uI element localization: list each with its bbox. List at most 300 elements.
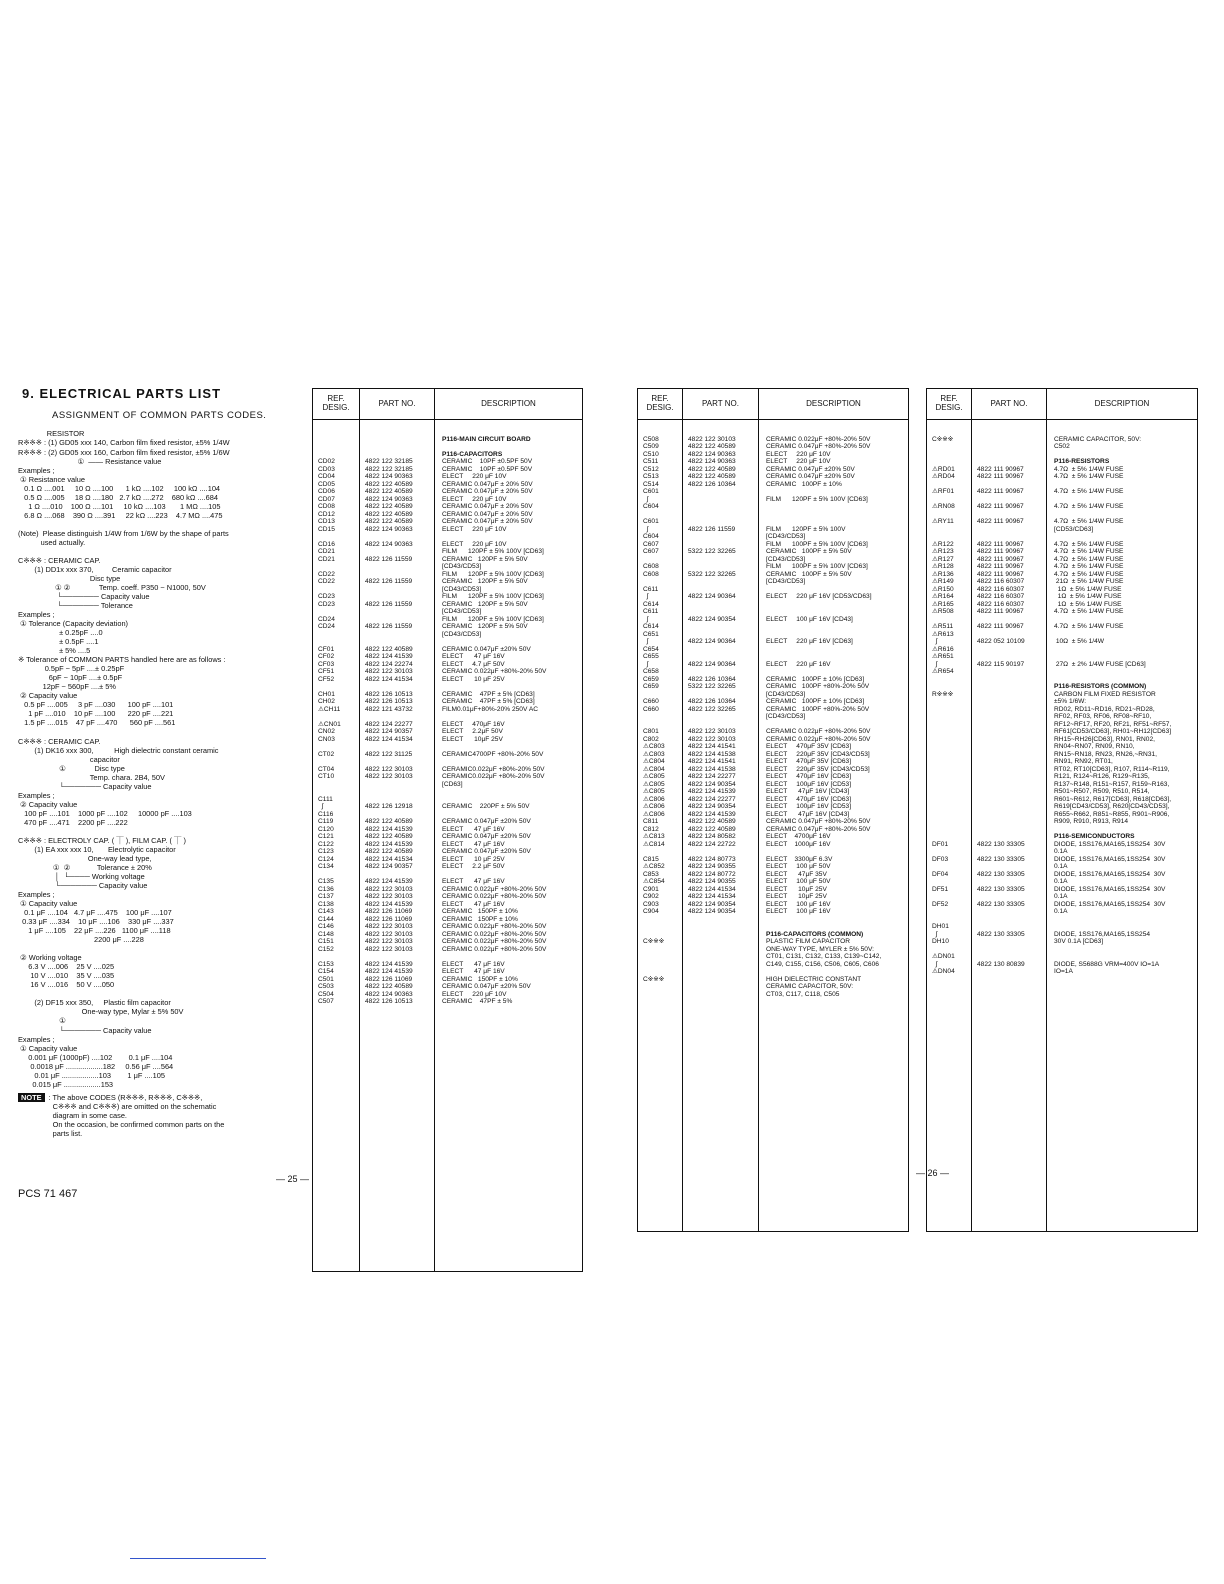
description: CERAMIC0.022μF +80%-20% 50V (442, 765, 545, 773)
description: CERAMIC 47PF ± 5% [CD63] (442, 690, 535, 698)
part-number: 4822 122 40589 (688, 818, 736, 825)
part-number (972, 713, 1047, 721)
description (1047, 451, 1197, 459)
description: CARBON FILM FIXED RESISTOR (1054, 690, 1156, 698)
description: 4.7Ω ± 5% 1/4W FUSE (1054, 570, 1124, 578)
table-row (638, 863, 908, 871)
table-row (927, 811, 1197, 819)
table-row (313, 736, 582, 744)
description: [CD43/CD53] (766, 533, 806, 540)
ref-desig: C120 (318, 825, 334, 833)
table-row (927, 961, 1197, 969)
ref-desig: ⚠R613 (932, 630, 954, 638)
table-row (313, 706, 582, 714)
description: ELECT 220 μF 10V (766, 458, 831, 465)
table-row (638, 743, 908, 751)
description: CERAMIC 0.047μF ±20% 50V (442, 833, 531, 840)
part-number: 4822 122 40589 (365, 818, 413, 825)
part-number (972, 736, 1047, 744)
ref-desig: ⚠R123 (932, 548, 954, 555)
ref-desig: ⚠CN01 (318, 720, 341, 728)
part-number (972, 848, 1047, 856)
table-row (313, 578, 582, 586)
description (759, 623, 908, 631)
table-row (927, 488, 1197, 496)
part-number (972, 743, 1047, 751)
description: CERAMIC 0.022μF +80%-20% 50V (442, 945, 547, 953)
part-number (360, 548, 435, 556)
table-row (927, 863, 1197, 871)
description: RD02, RD11~RD16, RD21~RD28, (1054, 705, 1155, 713)
part-number (972, 878, 1047, 886)
part-number (972, 751, 1047, 759)
part-number (683, 968, 759, 976)
table-row (638, 638, 908, 646)
ref-desig: C※※※ (932, 435, 954, 443)
table-row (638, 758, 908, 766)
part-number (972, 436, 1047, 444)
description: RH15~RH26[CD63], RN01, RN02, (1054, 735, 1155, 743)
table-row (638, 541, 908, 549)
ref-desig: C121 (318, 833, 334, 840)
table-row (638, 488, 908, 496)
ref-desig: CD12 (318, 510, 335, 518)
ref-desig: C501 (318, 975, 334, 983)
part-number (683, 541, 759, 549)
table-row (927, 473, 1197, 481)
description: ELECT 47 μF 16V (442, 825, 505, 833)
description: 0.1A (1054, 863, 1068, 870)
part-number: 4822 122 40589 (365, 833, 413, 840)
ref-desig: DF52 (932, 900, 949, 908)
ref-desig: ⚠C854 (643, 878, 665, 885)
part-number (360, 593, 435, 601)
part-number: 4822 124 41539 (365, 825, 413, 833)
description: R601~R612, R617[CD63], R618[CD63], (1054, 795, 1172, 803)
description: 27Ω ± 2% 1/4W FUSE [CD63] (1054, 660, 1146, 668)
part-number: 4822 130 33305 (977, 855, 1025, 863)
part-number (360, 571, 435, 579)
table-row (638, 706, 908, 714)
description: ELECT 470μF 35V [CD63] (766, 743, 852, 750)
part-number (360, 871, 435, 879)
description: RN04~RN07, RN09, RN10, (1054, 743, 1135, 750)
part-number: 5322 122 32265 (688, 548, 736, 555)
ref-desig: C608 (643, 563, 659, 570)
ref-desig: CD08 (318, 503, 335, 510)
table-row (313, 443, 582, 451)
part-number: 4822 124 90354 (688, 900, 736, 908)
ref-desig: CD23 (318, 593, 335, 600)
part-number: 4822 124 41534 (365, 735, 413, 743)
table-row (638, 578, 908, 586)
table-row (927, 908, 1197, 916)
part-number: 4822 126 10513 (365, 998, 413, 1005)
part-number: 4822 122 30103 (688, 728, 736, 735)
ref-desig (927, 706, 972, 714)
part-number (972, 721, 1047, 729)
ref-desig: C123 (318, 848, 334, 855)
part-number (972, 631, 1047, 639)
table-row (313, 586, 582, 594)
ref-desig: C116 (318, 810, 334, 818)
part-number: 4822 130 33305 (977, 885, 1025, 893)
description: CERAMIC 0.047μF ± 20% 50V (442, 488, 533, 495)
part-number (683, 428, 759, 436)
description: RF12~RF17, RF20, RF21, RF51~RF57, (1054, 720, 1172, 728)
table-row (313, 533, 582, 541)
ref-desig (313, 451, 360, 459)
ref-desig: ⚠RF01 (932, 488, 955, 495)
description: ELECT 47 μF 16V (442, 900, 505, 908)
ref-desig: C137 (318, 893, 334, 900)
ref-desig: C143 (318, 908, 334, 915)
description: CERAMIC 0.022μF +80%-20% 50V (766, 435, 871, 443)
part-number: 4822 124 41539 (365, 968, 413, 975)
description: CERAMIC 120PF ± 5% 50V (442, 555, 528, 563)
description: ELECT 220 μF 16V [CD53/CD63] (766, 593, 872, 600)
ref-desig: ⚠C814 (643, 840, 665, 848)
table-row (313, 878, 582, 886)
table-row (638, 473, 908, 481)
description: 0.1A (1054, 878, 1068, 885)
ref-desig: ⚠C852 (643, 863, 665, 870)
ref-desig: ∫ (643, 660, 649, 668)
ref-desig: C655 (643, 653, 659, 660)
part-number (683, 923, 759, 931)
description (1047, 953, 1197, 961)
part-number (360, 631, 435, 639)
ref-desig (313, 953, 360, 961)
ref-desig: C660 (643, 705, 659, 713)
part-number: 4822 122 30103 (365, 945, 413, 953)
ref-desig (313, 563, 360, 571)
description: CERAMIC 0.047μF ± 20% 50V (442, 480, 533, 488)
part-number: 4822 122 40589 (365, 503, 413, 510)
ref-desig: C※※※ (643, 938, 665, 945)
table-row (927, 728, 1197, 736)
part-number: 4822 126 11559 (365, 600, 413, 608)
part-number: 4822 122 30103 (365, 893, 413, 900)
table-body (313, 420, 582, 1271)
column-divider (1046, 420, 1047, 1231)
part-number: 4822 116 60307 (977, 593, 1025, 600)
part-number (360, 586, 435, 594)
table-row (927, 773, 1197, 781)
description: R655~R662, R851~R855, R901~R906, (1054, 810, 1170, 818)
table-row (927, 953, 1197, 961)
description (435, 811, 582, 819)
header-ref-desig: REF. DESIG. (646, 394, 674, 412)
table-row (927, 698, 1197, 706)
part-number (972, 766, 1047, 774)
part-number (972, 946, 1047, 954)
part-number: 4822 122 40589 (365, 848, 413, 855)
description: FILM 100PF ± 5% 100V [CD63] (766, 540, 868, 548)
part-number: 4822 126 10364 (688, 480, 736, 488)
table-row (927, 556, 1197, 564)
ref-desig (638, 511, 683, 519)
table-row (313, 773, 582, 781)
part-number: 4822 124 90357 (365, 863, 413, 870)
part-number: 4822 124 41539 (365, 960, 413, 968)
ref-desig: CD13 (318, 518, 335, 525)
table-row (927, 706, 1197, 714)
table-row (313, 623, 582, 631)
ref-desig: C651 (643, 630, 659, 638)
description (1047, 428, 1197, 436)
description: CERAMIC 47PF ± 5% (442, 998, 513, 1005)
description: P116-MAIN CIRCUIT BOARD (442, 435, 531, 443)
part-number: 4822 124 80773 (688, 855, 736, 863)
ref-desig (638, 848, 683, 856)
description: CERAMIC 0.047μF +80%-20% 50V (766, 443, 871, 450)
table-row (927, 578, 1197, 586)
description: 4.7Ω ± 5% 1/4W FUSE (1054, 555, 1124, 563)
table-row (638, 451, 908, 459)
table-row (313, 563, 582, 571)
table-row (638, 856, 908, 864)
description: FILM0.01μF+80%-20% 250V AC (442, 705, 538, 713)
ref-desig: C119 (318, 818, 334, 825)
table-row (638, 676, 908, 684)
description: FILM 120PF ± 5% 100V (766, 525, 846, 533)
ref-desig: ⚠C805 (643, 780, 665, 788)
part-number (360, 811, 435, 819)
ref-desig: C122 (318, 840, 334, 848)
description: ELECT 220μF 35V [CD43/CD53] (766, 765, 870, 773)
description: ELECT 220 μF 10V (442, 990, 507, 998)
ref-desig: C811 (643, 818, 659, 825)
ref-desig: ∫ (318, 803, 324, 810)
part-number (972, 803, 1047, 811)
description: ELECT 220 μF 10V (442, 495, 507, 503)
description (1047, 631, 1197, 639)
description (759, 668, 908, 676)
part-number: 5322 122 32265 (688, 570, 736, 578)
description: 10Ω ± 5% 1/4W (1054, 638, 1104, 645)
table-row (927, 676, 1197, 684)
part-number (683, 668, 759, 676)
ref-desig: C611 (643, 585, 659, 593)
table-row (638, 698, 908, 706)
description: ELECT 100 μF 16V [CD43] (766, 615, 853, 623)
ref-desig: CD22 (318, 570, 335, 578)
part-number (360, 796, 435, 804)
part-number (972, 728, 1047, 736)
part-number (683, 556, 759, 564)
part-number (972, 938, 1047, 946)
description: ELECT 2.2 μF 50V (442, 863, 505, 870)
part-number (683, 848, 759, 856)
table-row (927, 451, 1197, 459)
part-number (972, 818, 1047, 826)
table-row (927, 796, 1197, 804)
table-body (927, 420, 1197, 1231)
ref-desig (927, 781, 972, 789)
description: ELECT 47μF 16V [CD43] (766, 788, 850, 795)
part-number: 4822 122 30103 (365, 938, 413, 945)
parts-table-2 (637, 388, 909, 1232)
ref-desig: C138 (318, 900, 334, 908)
table-row (313, 908, 582, 916)
ref-desig (313, 443, 360, 451)
table-row (927, 646, 1197, 654)
table-row (313, 991, 582, 999)
table-row (927, 661, 1197, 669)
part-number (360, 443, 435, 451)
ref-desig: C815 (643, 855, 659, 863)
table-row (927, 601, 1197, 609)
description (759, 428, 908, 436)
description: P116-CAPACITORS (COMMON) (766, 930, 864, 938)
description: P116-RESISTORS (COMMON) (1054, 683, 1147, 690)
description: FILM 120PF ± 5% 100V [CD63] (442, 548, 544, 555)
table-row (638, 571, 908, 579)
part-number: 4822 124 90357 (365, 728, 413, 735)
description (1047, 676, 1197, 684)
part-number (972, 968, 1047, 976)
description: CT03, C117, C118, C505 (766, 990, 840, 998)
table-row (313, 946, 582, 954)
part-number: 4822 124 41538 (688, 750, 736, 758)
description (759, 916, 908, 924)
description: [CD43/CD53] (442, 563, 482, 570)
part-number (972, 826, 1047, 834)
table-row (927, 593, 1197, 601)
ref-desig (927, 908, 972, 916)
ref-desig (313, 631, 360, 639)
ref-desig: ⚠R122 (932, 540, 954, 548)
table-row (927, 916, 1197, 924)
table-row (638, 788, 908, 796)
table-row (638, 721, 908, 729)
part-number: 4822 124 41541 (688, 758, 736, 765)
header-ref-desig: REF. DESIG. (935, 394, 963, 412)
table-row (313, 503, 582, 511)
description (435, 758, 582, 766)
footer-rule (130, 1558, 266, 1559)
table-row (313, 983, 582, 991)
description: CERAMIC 0.047μF ±20% 50V (442, 983, 531, 990)
ref-desig (313, 788, 360, 796)
part-number (972, 533, 1047, 541)
table-row (313, 556, 582, 564)
table-row (638, 616, 908, 624)
ref-desig: ⚠R164 (932, 593, 954, 600)
description: CERAMIC 0.047μF ± 20% 50V (442, 510, 533, 518)
table-row (313, 631, 582, 639)
ref-desig: ∫ (643, 495, 649, 503)
description: CERAMIC 0.047μF ±20% 50V (442, 818, 531, 825)
header-description: DESCRIPTION (758, 389, 908, 419)
table-row (313, 661, 582, 669)
ref-desig: C659 (643, 683, 659, 690)
description: CERAMIC 0.022μF +80%-20% 50V (442, 930, 547, 938)
table-row (638, 841, 908, 849)
description: ELECT 220μF 35V [CD43/CD53] (766, 750, 870, 758)
ref-desig (927, 773, 972, 781)
table-row (638, 968, 908, 976)
description: [CD43/CD53] (442, 585, 482, 593)
section-heading-row (313, 436, 582, 444)
ref-desig (313, 683, 360, 691)
table-row (927, 466, 1197, 474)
part-number (683, 518, 759, 526)
table-row (313, 743, 582, 751)
ref-desig: CD24 (318, 615, 335, 623)
part-number (683, 533, 759, 541)
part-number: 4822 130 80839 (977, 960, 1025, 968)
ref-desig: C611 (643, 608, 659, 615)
section-title: 9. ELECTRICAL PARTS LIST (22, 386, 222, 401)
description: 4.7Ω ± 5% 1/4W FUSE (1054, 488, 1124, 495)
table-row (638, 586, 908, 594)
description (435, 533, 582, 541)
table-row (638, 443, 908, 451)
part-number: 4822 122 40589 (365, 983, 413, 990)
table-row (927, 548, 1197, 556)
table-row (313, 511, 582, 519)
table-row (313, 886, 582, 894)
ref-desig: DH01 (932, 923, 949, 930)
table-row (927, 571, 1197, 579)
part-number (360, 563, 435, 571)
part-number (972, 511, 1047, 519)
description: RN15~RN18, RN23, RN26,~RN31, (1054, 750, 1157, 758)
ref-desig (927, 728, 972, 736)
description: P116-CAPACITORS (442, 450, 503, 458)
ref-desig: C654 (643, 645, 659, 653)
table-row (638, 556, 908, 564)
part-number: 4822 126 10513 (365, 690, 413, 698)
ref-desig: C136 (318, 885, 334, 893)
table-row (313, 713, 582, 721)
table-row (313, 593, 582, 601)
table-row (927, 631, 1197, 639)
description (759, 653, 908, 661)
table-row (638, 496, 908, 504)
ref-desig: ∫ (643, 593, 649, 600)
description: 4.7Ω ± 5% 1/4W FUSE (1054, 518, 1124, 525)
description (759, 503, 908, 511)
table-header (638, 389, 908, 420)
description: 0.1A (1054, 893, 1068, 900)
description (1047, 826, 1197, 834)
description: ELECT 3300μF 6.3V (766, 855, 833, 863)
ref-desig: CD02 (318, 458, 335, 465)
description: CERAMIC 100PF +80%-20% 50V (766, 705, 870, 713)
part-number (683, 646, 759, 654)
table-row (927, 436, 1197, 444)
part-number: 4822 111 90967 (977, 488, 1024, 495)
ref-desig: C510 (643, 450, 659, 458)
table-row (638, 668, 908, 676)
table-row (313, 803, 582, 811)
description (759, 631, 908, 639)
ref-desig: ⚠R150 (932, 585, 954, 593)
part-number: 4822 111 90967 (977, 570, 1024, 578)
part-number: 4822 122 30103 (365, 930, 413, 938)
part-number: 4822 111 90967 (977, 465, 1024, 473)
ref-desig (927, 533, 972, 541)
table-row (313, 638, 582, 646)
table-row (638, 878, 908, 886)
part-number (360, 788, 435, 796)
ref-desig: CD07 (318, 495, 335, 503)
description (435, 638, 582, 646)
description: ELECT 100μF 16V [CD53] (766, 780, 852, 788)
